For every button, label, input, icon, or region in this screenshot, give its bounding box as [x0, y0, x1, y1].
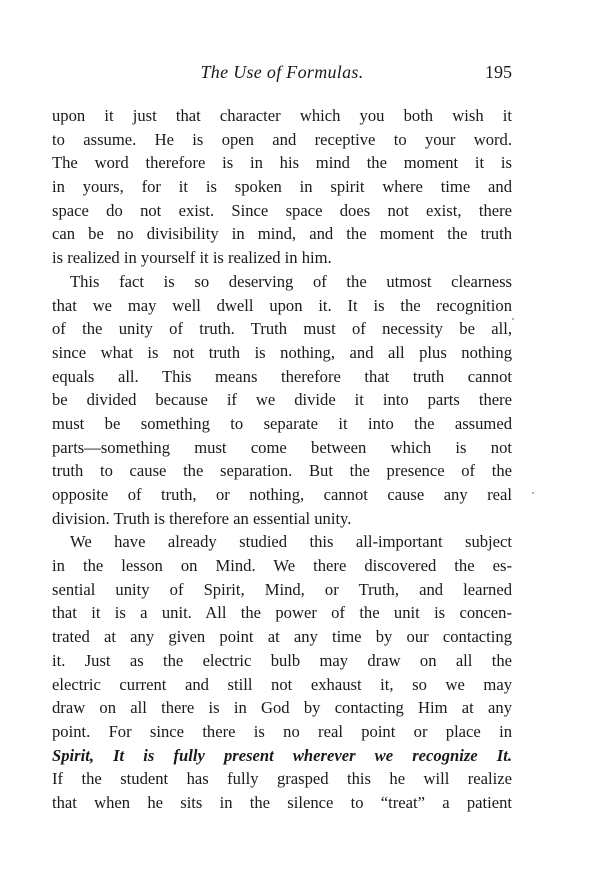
- text-line: We have already studied this all-important subject: [70, 532, 512, 552]
- paragraph-3: [52, 530, 512, 814]
- text-line: can be no divisibility in mind, and the moment the truth: [52, 224, 512, 244]
- text-line: The word therefore is in his mind the moment it is: [52, 153, 512, 173]
- text-line: sential unity of Spirit, Mind, or Truth, and learned: [52, 579, 512, 599]
- text-line: that when he sits in the silence to “treat” a patient: [52, 792, 512, 812]
- text-line: parts—something must come between which is not: [52, 437, 512, 457]
- paragraph-2: [52, 270, 512, 531]
- running-head: [52, 62, 512, 86]
- scan-speck: [532, 492, 534, 494]
- text-line: draw on all there is in God by contacting Him at any: [52, 698, 512, 718]
- text-line: point. For since there is no real point or place in: [52, 721, 512, 741]
- italic-emphasis-line: Spirit, It is fully present wherever we recognize It.: [52, 745, 512, 765]
- text-line: division. Truth is therefore an essential unity.: [52, 508, 352, 528]
- text-line: be divided because if we divide it into parts there: [52, 390, 512, 410]
- page-number: 195: [485, 62, 512, 82]
- text-line: since what is not truth is nothing, and all plus nothing: [52, 342, 512, 362]
- text-line: truth to cause the separation. But the presence of the: [52, 461, 512, 481]
- running-title: The Use of Formulas.: [200, 62, 364, 82]
- text-line: of the unity of truth. Truth must of necessity be all,: [52, 319, 512, 339]
- scan-speck: [512, 318, 514, 320]
- text-line: that it is a unit. All the power of the unit is concen-: [52, 603, 512, 623]
- text-line: in the lesson on Mind. We there discovered the es-: [52, 556, 512, 576]
- text-line: to assume. He is open and receptive to your word.: [52, 129, 512, 149]
- text-line: electric current and still not exhaust it, so we may: [52, 674, 512, 694]
- text-line: opposite of truth, or nothing, cannot cause any real: [52, 485, 512, 504]
- text-line: it. Just as the electric bulb may draw on all the: [52, 650, 512, 670]
- text-line: must be something to separate it into the assumed: [52, 413, 512, 433]
- text-line: This fact is so deserving of the utmost clearness: [70, 271, 512, 291]
- paragraph-1: [52, 104, 512, 270]
- text-line: trated at any given point at any time by our contacting: [52, 627, 512, 647]
- text-line: in yours, for it is spoken in spirit where time and: [52, 177, 512, 197]
- text-line: is realized in yourself it is realized in him.: [52, 248, 332, 268]
- text-line: equals all. This means therefore that truth cannot: [52, 366, 512, 386]
- text-line: space do not exist. Since space does not exist, there: [52, 200, 512, 220]
- body-text: [52, 104, 512, 815]
- text-line: that we may well dwell upon it. It is the recognition: [52, 295, 512, 315]
- text-line: If the student has fully grasped this he will realize: [52, 769, 512, 789]
- text-line: upon it just that character which you both wish it: [52, 106, 512, 125]
